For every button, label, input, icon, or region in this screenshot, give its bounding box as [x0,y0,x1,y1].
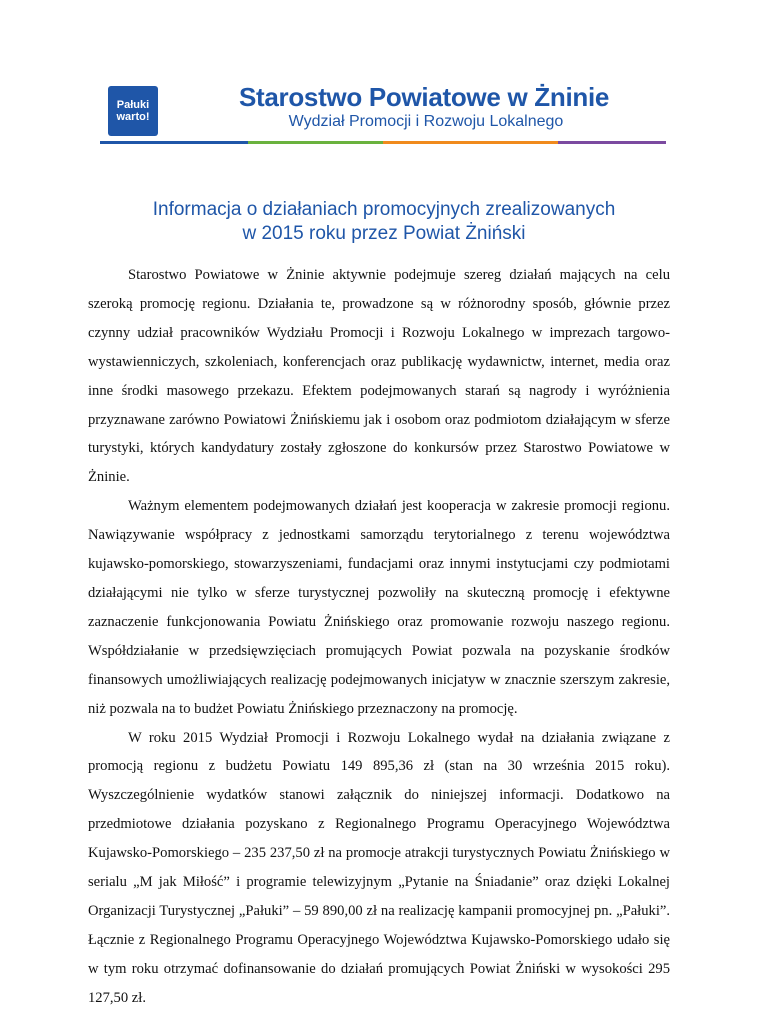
paragraph-2: Ważnym elementem podejmowanych działań jest kooperacja w zakresie promocji regionu. Nawiązywanie współpracy z jednostkami samorządu terytorialnego z terenu województwa kujawsko-pomorskiego, stowarzyszeniami, fundacjami oraz innymi instytucjami czy podmiotami działającymi nie tylko w sferze turystycznej pozwoliły na skuteczną promocję i efektywne zaznaczenie funkcjonowania Powiatu Żnińskiego oraz promowanie rozwoju naszego regionu. Współdziałanie w przedsięwzięciach promujących Powiat pozwala na pozyskanie środków finansowych umożliwiających realizację podejmowanych inicjatyw w znacznie szerszym zakresie, niż pozwala na to budżet Powiatu Żnińskiego przeznaczony na promocję. [88,498,670,717]
document-body [88,261,670,1013]
document-title [0,198,768,246]
document-title-line1: Informacja o działaniach promocyjnych zrealizowanych [152,199,616,220]
header-subtitle: Wydział Promocji i Rozwoju Lokalnego [288,113,564,130]
document-title-line2: w 2015 roku przez Powiat Żniński [242,223,526,244]
header-title: Starostwo Powiatowe w Żninie [238,82,610,112]
logo-line2: warto! [116,111,150,123]
paragraph-3: W roku 2015 Wydział Promocji i Rozwoju Lokalnego wydał na działania związane z promocją regionu z budżetu Powiatu 149 895,36 zł (stan na 30 września 2015 roku). Wyszczególnienie wydatków stanowi załącznik do niniejszej informacji. Dodatkowo na przedmiotowe działania pozyskano z Regionalnego Programu Operacyjnego Województwa Kujawsko-Pomorskiego – 235 237,50 zł na promocje atrakcji turystycznych Powiatu Żnińskiego w serialu „M jak Miłość” i programie telewizyjnym „Pytanie na Śniadanie” oraz dzięki Lokalnej Organizacji Turystycznej „Pałuki” – 59 890,00 zł na realizację kampanii promocyjnej pn. „Pałuki”. Łącznie z Regionalnego Programu Operacyjnego Województwa Kujawsko-Pomorskiego udało się w tym roku otrzymać dofinansowanie do działań promujących Powiat Żniński w wysokości 295 127,50 zł. [88,729,670,1006]
logo-line1: Pałuki [116,99,150,111]
rule-segment-green [248,141,383,144]
rule-segment-blue [100,141,248,144]
rule-segment-orange [383,141,558,144]
header-rule [100,141,666,144]
paragraph-1: Starostwo Powiatowe w Żninie aktywnie podejmuje szereg działań mających na celu szeroką promocję regionu. Działania te, prowadzone są w różnorodny sposób, głównie przez czynny udział pracowników Wydziału Promocji i Rozwoju Lokalnego w imprezach targowo-wystawienniczych, szkoleniach, konferencjach oraz publikację wydawnictw, internet, media oraz inne środki masowego przekazu. Efektem podejmowanych starań są nagrody i wyróżnienia przyznawane zarówno Powiatowi Żnińskiemu jak i osobom oraz podmiotom działającym w sferze turystyki, których kandydatury zostały zgłoszone do konkursów przez Starostwo Powiatowe w Żninie. [88,267,670,486]
rule-segment-purple [558,141,666,144]
